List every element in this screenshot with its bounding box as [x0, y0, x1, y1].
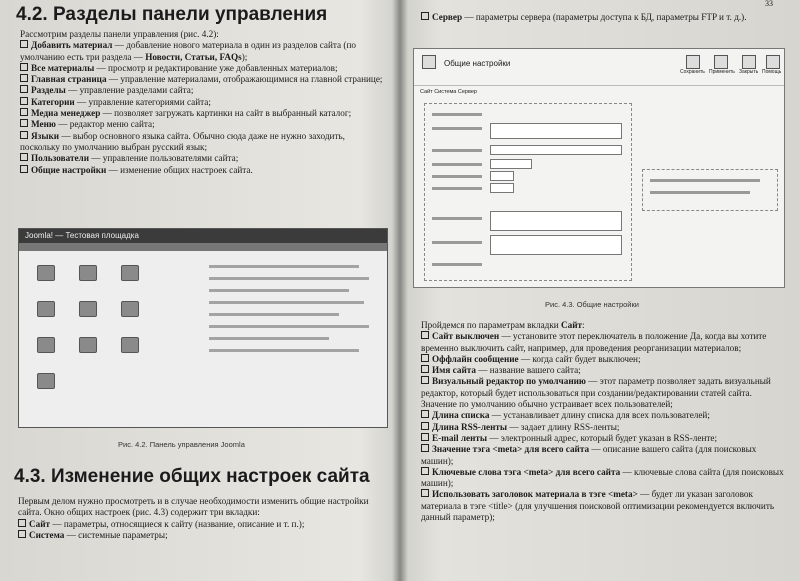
setting-label: [432, 163, 482, 166]
apply-label: Применить: [709, 69, 735, 75]
site-name-field: [490, 145, 622, 155]
setting-label: [432, 149, 482, 152]
rss-length-select: [490, 183, 514, 193]
checkbox-icon: [421, 467, 429, 475]
meta-keywords-field: [490, 235, 622, 255]
settings-icon: [422, 55, 436, 69]
close-label: Закрыть: [739, 69, 759, 75]
list-item: Главная страница — управление материалами, отображающимися на главной странице;: [20, 74, 384, 85]
users-icon: [121, 337, 139, 353]
list-item: Сайт выключен — установите этот переключатель в положение Да, когда вы хотите временно выключить сайт, например, для проведения реорганизации материалов;: [421, 331, 767, 353]
panel-line: [209, 265, 359, 268]
list-item: Визуальный редактор по умолчанию — этот параметр позволяет задать визуальный редактор, который будет использоваться при создании/редактировании статей сайта. Значение по умолчанию обычно устраивает всех пользователей;: [421, 376, 771, 410]
setting-label: [432, 263, 482, 266]
config-icon: [37, 373, 55, 389]
apply-icon: [714, 55, 728, 69]
meta-description-field: [490, 211, 622, 231]
checkbox-icon: [18, 530, 26, 538]
panel-line: [209, 325, 369, 328]
section-4-2-title: 4.2. Разделы панели управления: [16, 4, 328, 25]
checkbox-icon: [421, 12, 429, 20]
checkbox-icon: [20, 63, 28, 71]
list-item: Система — системные параметры;: [18, 530, 384, 541]
offline-message-field: [490, 123, 622, 139]
checkbox-icon: [421, 354, 429, 362]
list-item: Длина списка — устанавливает длину списка для всех пользователей;: [421, 410, 789, 421]
checkbox-icon: [421, 365, 429, 373]
close-icon: [742, 55, 756, 69]
figure-4-3-screenshot: [413, 48, 785, 288]
list-item: Значение тэга <meta> для всего сайта — описание вашего сайта (для поисковых машин);: [421, 444, 757, 466]
panel-line: [209, 301, 364, 304]
checkbox-icon: [20, 97, 28, 105]
setting-label: [650, 179, 760, 182]
checkbox-icon: [20, 108, 28, 116]
panel-line: [209, 349, 359, 352]
help-label: Помощь: [762, 69, 782, 75]
checkbox-icon: [20, 165, 28, 173]
list-item: Добавить материал — добавление нового материала в один из разделов сайта (по умолчанию есть три раздела — Новости, Статьи, FAQs);: [20, 40, 356, 62]
figure-4-2-caption: Рис. 4.2. Панель управления Joomla: [118, 440, 245, 449]
setting-label: [432, 127, 482, 130]
list-item: Имя сайта — название вашего сайта;: [421, 365, 789, 376]
settings-tabs: Сайт Система Сервер: [420, 89, 477, 95]
setting-label: [432, 113, 482, 116]
save-label: Сохранить: [680, 69, 705, 75]
add-content-icon: [37, 265, 55, 281]
list-item: Сервер — параметры сервера (параметры доступа к БД, параметры FTP и т. д.).: [421, 12, 786, 23]
sections-icon: [37, 301, 55, 317]
intro-text: Рассмотрим разделы панели управления (рис. 4.2):: [20, 29, 219, 39]
categories-icon: [79, 301, 97, 317]
list-item: Сайт — параметры, относящиеся к сайту (название, описание и т. п.);: [18, 519, 384, 530]
list-item: Все материалы — просмотр и редактирование уже добавленных материалов;: [20, 63, 384, 74]
checkbox-icon: [421, 422, 429, 430]
languages-icon: [79, 337, 97, 353]
list-item: E-mail ленты — электронный адрес, который будет указан в RSS-ленте;: [421, 433, 789, 444]
setting-label: [432, 175, 482, 178]
list-item: Категории — управление категориями сайта;: [20, 97, 384, 108]
figure-4-3-caption: Рис. 4.3. Общие настройки: [545, 300, 639, 309]
checkbox-icon: [20, 153, 28, 161]
checkbox-icon: [20, 85, 28, 93]
panel-line: [209, 313, 339, 316]
figure-4-2-screenshot: [18, 228, 388, 428]
help-icon: [766, 55, 780, 69]
list-item: Общие настройки — изменение общих настроек сайта.: [20, 165, 384, 176]
frontpage-icon: [121, 265, 139, 281]
checkbox-icon: [421, 433, 429, 441]
metadata-box: [642, 169, 778, 211]
media-icon: [121, 301, 139, 317]
site-tab-description: [421, 320, 789, 523]
list-item: Длина RSS-ленты — задает длину RSS-ленты;: [421, 422, 789, 433]
section-4-2-body: [20, 29, 384, 176]
checkbox-icon: [20, 131, 28, 139]
editor-select: [490, 159, 532, 169]
panel-line: [209, 277, 369, 280]
left-page: [0, 0, 395, 581]
list-item: Медиа менеджер — позволяет загружать картинки на сайт в выбранный каталог;: [20, 108, 384, 119]
list-item: Меню — редактор меню сайта;: [20, 119, 384, 130]
server-item: [421, 12, 786, 23]
menu-icon: [37, 337, 55, 353]
section-4-3-body: [18, 496, 384, 541]
checkbox-icon: [18, 519, 26, 527]
list-item: Разделы — управление разделами сайта;: [20, 85, 384, 96]
list-length-select: [490, 171, 514, 181]
section-4-3-text: Первым делом нужно просмотреть и в случае необходимости изменить общие настройки сайта. Окно общих настроек (рис. 4.3) содержит три вкладки:: [18, 496, 369, 518]
settings-header: [414, 49, 784, 86]
checkbox-icon: [20, 40, 28, 48]
checkbox-icon: [421, 376, 429, 384]
list-item: Ключевые слова тэга <meta> для всего сайта — ключевые слова сайта (для поисковых машин);: [421, 466, 784, 489]
setting-label: [432, 187, 482, 190]
checkbox-icon: [20, 119, 28, 127]
save-icon: [686, 55, 700, 69]
list-item: Языки — выбор основного языка сайта. Обычно сюда даже не нужно заходить, поскольку по умолчанию выбран русский язык;: [20, 130, 345, 152]
section-4-3-title: 4.3. Изменение общих настроек сайта: [14, 466, 370, 487]
figure-4-2-titlebar: Joomla! — Тестовая площадка: [19, 229, 387, 243]
list-item: Оффлайн сообщение — когда сайт будет выключен;: [421, 354, 789, 365]
setting-label: [432, 241, 482, 244]
panel-line: [209, 337, 329, 340]
figure-4-2-menubar: [19, 243, 387, 251]
panel-line: [209, 289, 349, 292]
checkbox-icon: [421, 410, 429, 418]
list-item: Использовать заголовок материала в тэге <meta> — будет ли указан заголовок материала в тэге <title> (для улучшения поисковой оптимизации рекомендуется включить данный параметр);: [421, 489, 775, 523]
right-page: [405, 0, 800, 581]
checkbox-icon: [421, 331, 429, 339]
lead-text: Пройдемся по параметрам вкладки Сайт:: [421, 320, 585, 330]
checkbox-icon: [421, 489, 429, 497]
setting-label: [432, 217, 482, 220]
all-content-icon: [79, 265, 97, 281]
checkbox-icon: [421, 444, 429, 452]
settings-title: Общие настройки: [444, 59, 511, 68]
page-number: 33: [765, 0, 773, 8]
checkbox-icon: [20, 74, 28, 82]
list-item: Пользователи — управление пользователями сайта;: [20, 153, 384, 164]
setting-label: [650, 191, 750, 194]
